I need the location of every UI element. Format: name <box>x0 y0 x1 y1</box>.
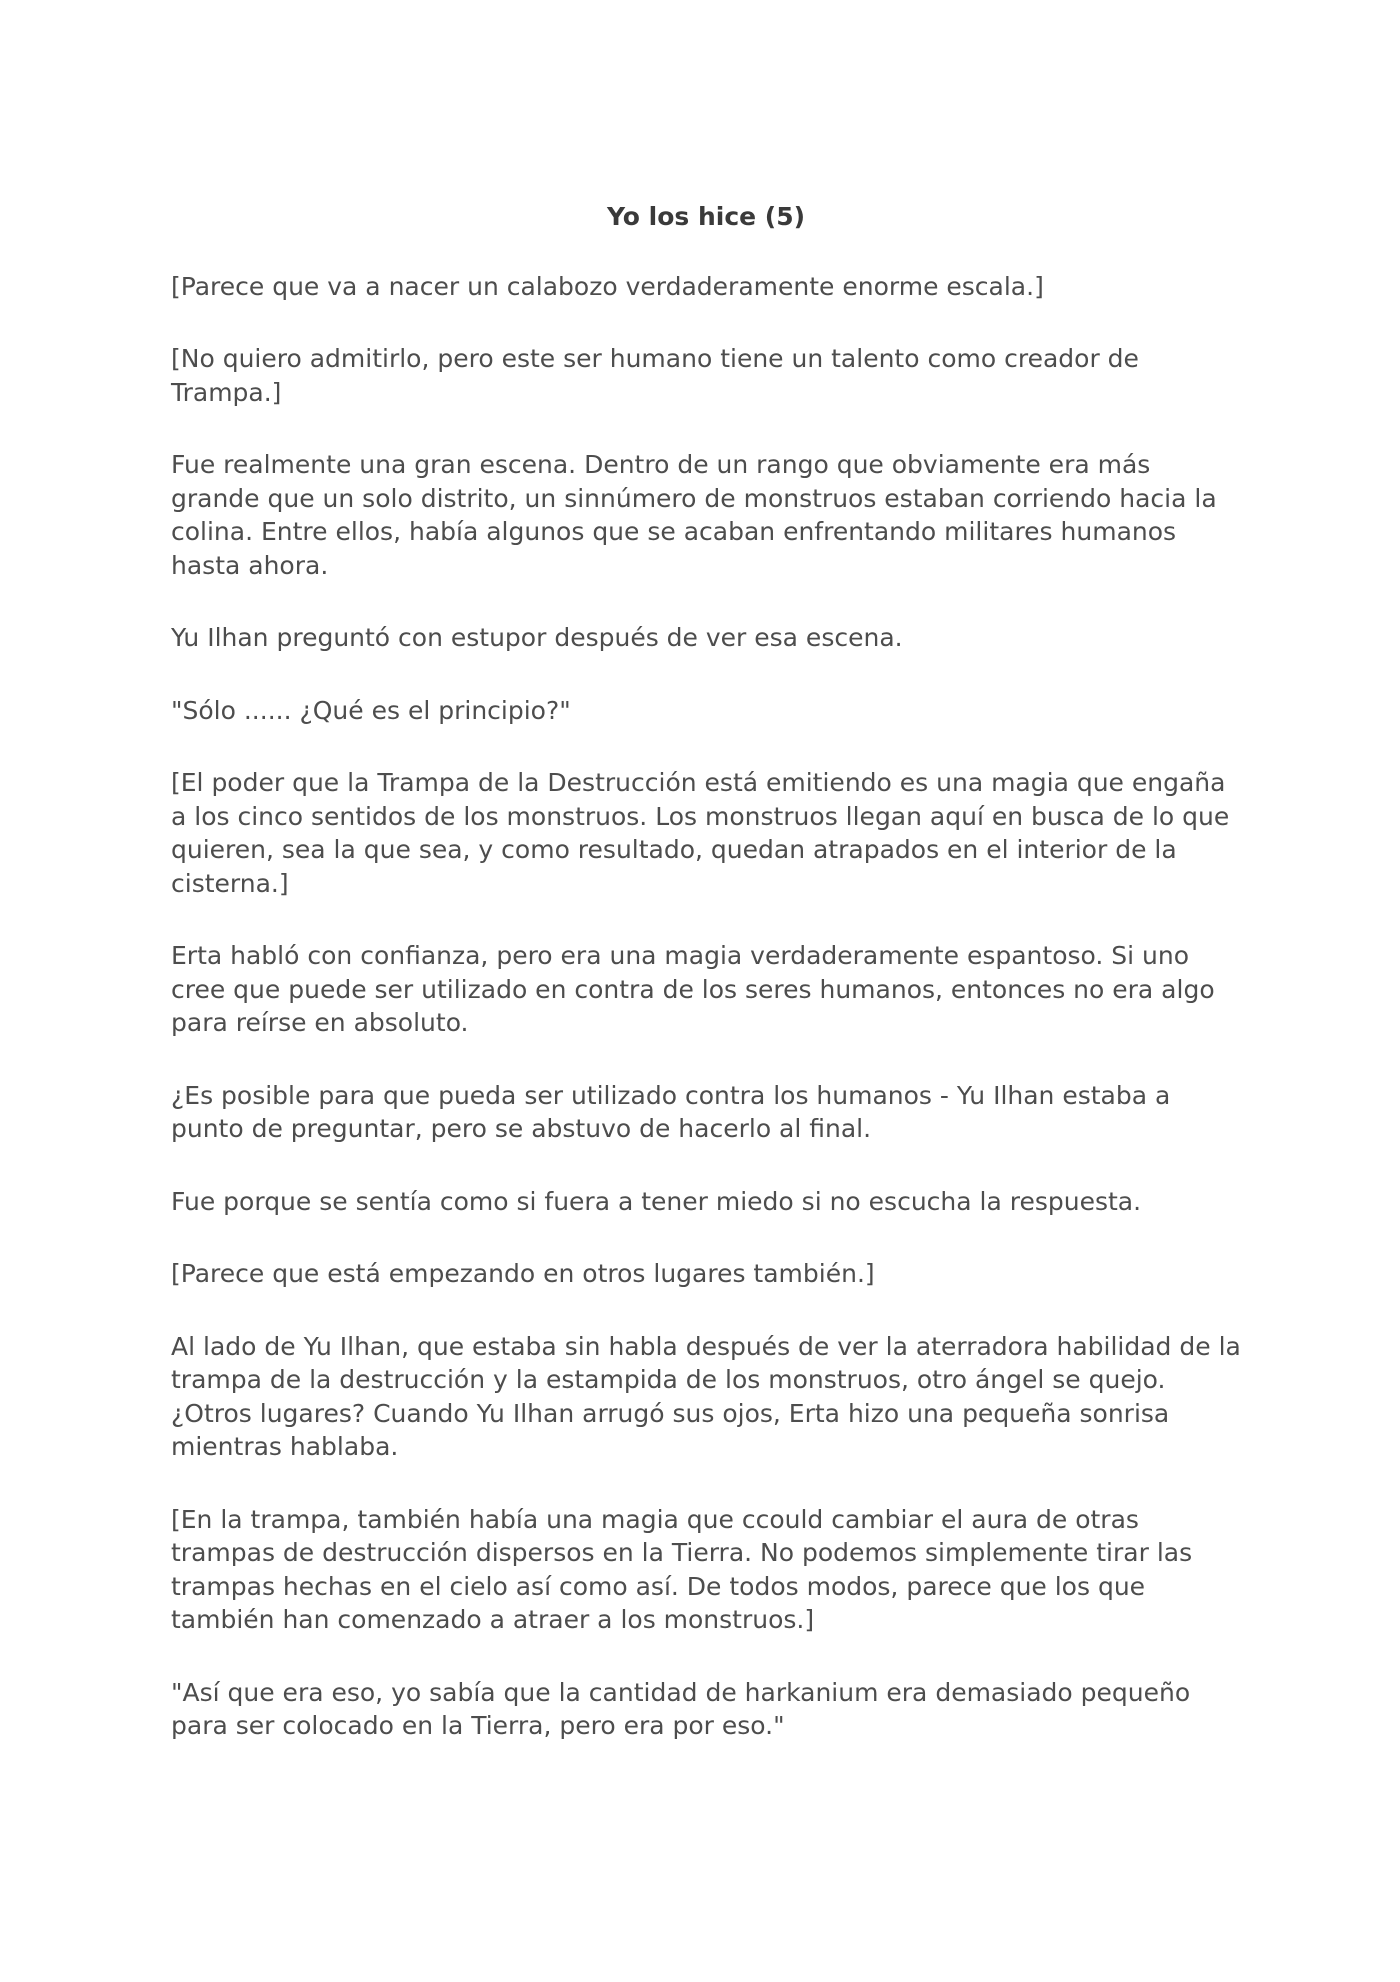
paragraph-4: Yu Ilhan preguntó con estupor después de ver esa escena. <box>171 623 903 652</box>
paragraph-10: [Parece que está empezando en otros lugares también.] <box>171 1259 875 1288</box>
paragraph-2: [No quiero admitirlo, pero este ser humano tiene un talento como creador de Trampa.] <box>171 344 1139 407</box>
document-body <box>171 200 1241 1743</box>
paragraph-8: ¿Es posible para que pueda ser utilizado contra los humanos - Yu Ilhan estaba a punto de preguntar, pero se abstuvo de hacerlo al final. <box>171 1080 1171 1143</box>
paragraph-12: [En la trampa, también había una magia que ccould cambiar el aura de otras trampas de destrucción dispersos en la Tierra. No podemos simplemente tirar las trampas hechas en el cielo así como así. De todos modos, parece que los que también han comenzado a atraer a los monstruos.] <box>171 1504 1193 1634</box>
paragraph-1: [Parece que va a nacer un calabozo verdaderamente enorme escala.] <box>171 271 1044 301</box>
paragraph-9: Fue porque se sentía como si fuera a tener miedo si no escucha la respuesta. <box>171 1186 1142 1216</box>
chapter-title: Yo los hice (5) <box>606 202 806 231</box>
paragraph-11: Al lado de Yu Ilhan, que estaba sin habla después de ver la aterradora habilidad de la trampa de la destrucción y la estampida de los monstruos, otro ángel se quejo. ¿Otros lugares? Cuando Yu Ilhan arrugó sus ojos, Erta hizo una pequeña sonrisa mientras hablaba. <box>171 1331 1241 1461</box>
paragraph-13: "Así que era eso, yo sabía que la cantidad de harkanium era demasiado pequeño para ser colocado en la Tierra, pero era por eso." <box>171 1677 1191 1740</box>
paragraph-3: Fue realmente una gran escena. Dentro de un rango que obviamente era más grande que un solo distrito, un sinnúmero de monstruos estaban corriendo hacia la colina. Entre ellos, había algunos que se acaban enfrentando militares humanos hasta ahora. <box>171 450 1217 580</box>
paragraph-6: [El poder que la Trampa de la Destrucción está emitiendo es una magia que engaña a los cinco sentidos de los monstruos. Los monstruos llegan aquí en busca de lo que quieren, sea la que sea, y como resultado, quedan atrapados en el interior de la cisterna.] <box>171 768 1230 898</box>
paragraph-7: Erta habló con confianza, pero era una magia verdaderamente espantoso. Si uno cree que puede ser utilizado en contra de los seres humanos, entonces no era algo para reírse en absoluto. <box>171 941 1215 1037</box>
paragraph-5: "Sólo ...... ¿Qué es el principio?" <box>171 695 571 725</box>
